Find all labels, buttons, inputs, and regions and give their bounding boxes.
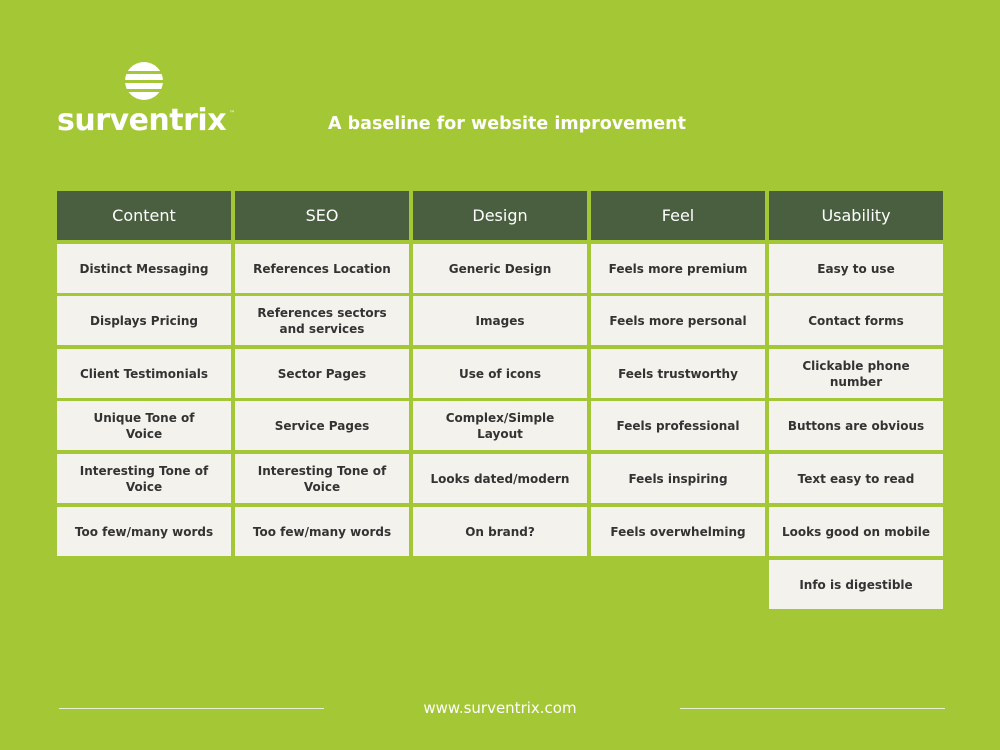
footer-website-link[interactable]: www.surventrix.com — [423, 699, 577, 717]
checklist-item: Feels overwhelming — [591, 507, 765, 556]
checklist-item: Client Testimonials — [57, 349, 231, 398]
checklist-item: Use of icons — [413, 349, 587, 398]
column-header: Design — [413, 191, 587, 240]
checklist-item: Feels inspiring — [591, 454, 765, 503]
checklist-item: Displays Pricing — [57, 296, 231, 345]
column-header: Feel — [591, 191, 765, 240]
column-header: Usability — [769, 191, 943, 240]
checklist-item: Info is digestible — [769, 560, 943, 609]
checklist-item: On brand? — [413, 507, 587, 556]
checklist-item: Looks good on mobile — [769, 507, 943, 556]
checklist-item: Service Pages — [235, 401, 409, 450]
brand-logo — [57, 62, 237, 140]
checklist-item: Interesting Tone of Voice — [235, 454, 409, 503]
checklist-item: Too few/many words — [57, 507, 231, 556]
page-title: A baseline for website improvement — [328, 114, 686, 134]
checklist-item: Looks dated/modern — [413, 454, 587, 503]
striped-circle-logo-icon — [125, 62, 163, 100]
checklist-item: Clickable phone number — [769, 349, 943, 398]
checklist-item: Feels more premium — [591, 244, 765, 293]
column-header: SEO — [235, 191, 409, 240]
checklist-item: Generic Design — [413, 244, 587, 293]
checklist-item: Complex/Simple Layout — [413, 401, 587, 450]
checklist-item: Contact forms — [769, 296, 943, 345]
footer-divider-right — [680, 708, 945, 709]
column-header: Content — [57, 191, 231, 240]
checklist-item: Feels trustworthy — [591, 349, 765, 398]
checklist-item: Distinct Messaging — [57, 244, 231, 293]
checklist-item: References Location — [235, 244, 409, 293]
checklist-item: Text easy to read — [769, 454, 943, 503]
checklist-item: Buttons are obvious — [769, 401, 943, 450]
checklist-item: Feels more personal — [591, 296, 765, 345]
checklist-item: Sector Pages — [235, 349, 409, 398]
checklist-item: Feels professional — [591, 401, 765, 450]
checklist-item: Too few/many words — [235, 507, 409, 556]
checklist-item: References sectors and services — [235, 296, 409, 345]
checklist-item: Easy to use — [769, 244, 943, 293]
brand-trademark: ™ — [229, 110, 235, 117]
brand-name: surventrix — [57, 103, 227, 138]
checklist-item: Unique Tone of Voice — [57, 401, 231, 450]
checklist-item: Interesting Tone of Voice — [57, 454, 231, 503]
checklist-item: Images — [413, 296, 587, 345]
